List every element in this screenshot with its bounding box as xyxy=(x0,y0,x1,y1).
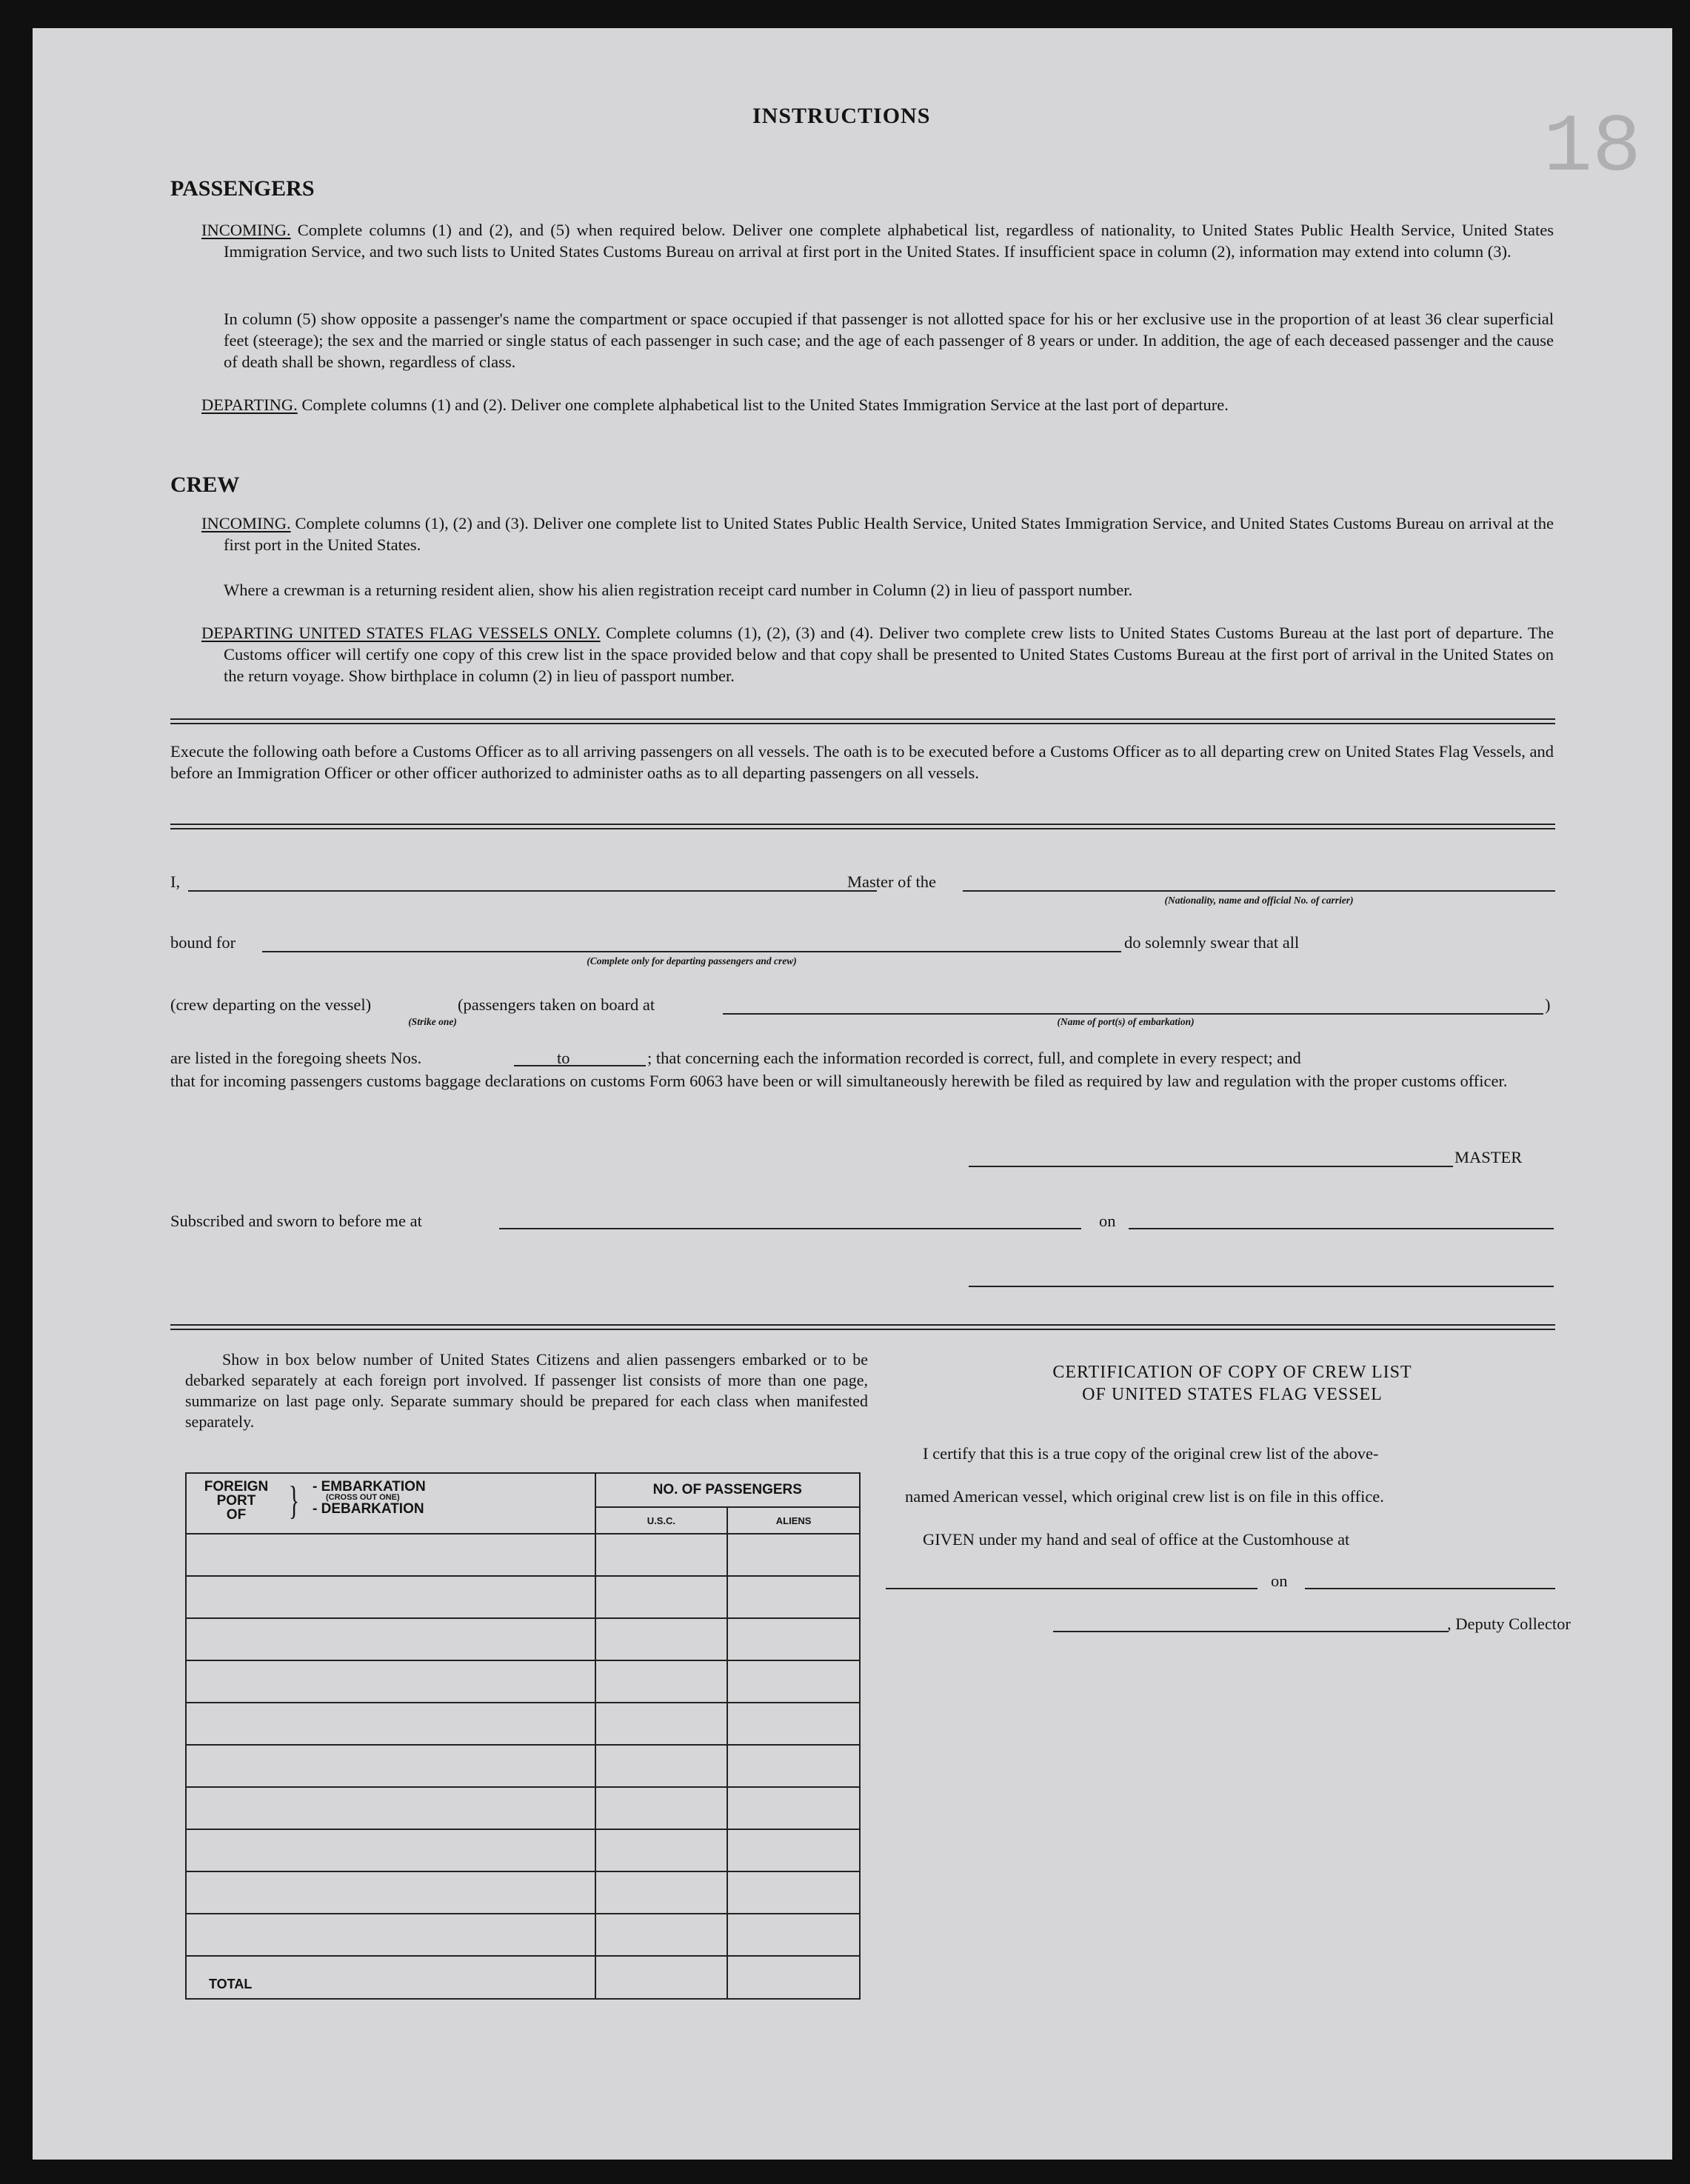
passengers-incoming-text: Complete columns (1) and (2), and (5) when required below. Deliver one complete alphabetical list, regardless of nationality, to United States Public Health Service, United States Immigration Service, and two such lists to United States Customs Bureau on arrival at first port in the United States. If insufficient space in column (2), information may extend into column (3). xyxy=(224,221,1554,261)
sheet-from-field[interactable] xyxy=(514,1065,585,1066)
aliens-cell[interactable] xyxy=(727,1660,860,1703)
aliens-cell[interactable] xyxy=(727,1829,860,1871)
aliens-cell[interactable] xyxy=(727,1914,860,1956)
usc-cell[interactable] xyxy=(595,1914,728,1956)
foreign-label: FOREIGN xyxy=(204,1479,269,1495)
page-title: INSTRUCTIONS xyxy=(752,104,931,128)
table-row xyxy=(186,1618,860,1660)
table-row xyxy=(186,1787,860,1829)
certify-line1: I certify that this is a true copy of the original crew list of the above- xyxy=(923,1444,1379,1463)
passengers-column5-paragraph: In column (5) show opposite a passenger's name the compartment or space occupied if that passenger is not allotted space for his or her exclusive use in the proportion of at least 36 clear superficial feet (steerage); the sex and the married or single status of each passenger in such case; and the age of each passenger of 8 years or under. In addition, the age of each deceased passenger and the cause of death shall be shown, regardless of class. xyxy=(224,310,1554,371)
lower-divider xyxy=(170,1324,1555,1330)
port-cell[interactable] xyxy=(186,1745,595,1787)
aliens-cell[interactable] xyxy=(727,1534,860,1576)
master-name-field[interactable] xyxy=(188,890,877,892)
of-label: OF xyxy=(226,1507,247,1523)
table-row xyxy=(186,1576,860,1618)
table-row xyxy=(186,1745,860,1787)
aliens-cell[interactable] xyxy=(727,1871,860,1914)
foreign-port-of-label xyxy=(187,1480,286,1522)
bound-for-label: bound for xyxy=(170,933,236,952)
aliens-cell[interactable] xyxy=(727,1618,860,1660)
port-cell[interactable] xyxy=(186,1914,595,1956)
master-signature-label: MASTER xyxy=(1454,1148,1523,1166)
strike-one-hint: (Strike one) xyxy=(408,1016,457,1027)
crew-heading: CREW xyxy=(170,472,240,497)
passengers-incoming-lead: INCOMING. xyxy=(201,221,291,239)
carrier-field[interactable] xyxy=(963,890,1555,892)
aliens-cell[interactable] xyxy=(727,1787,860,1829)
total-row xyxy=(186,1956,860,1999)
crew-incoming-text: Complete columns (1), (2) and (3). Deliver one complete list to United States Public Health Service, United States Immigration Service, and United States Customs Bureau on arrival at the first port in the United States. xyxy=(224,514,1554,554)
table-row xyxy=(186,1534,860,1576)
subscribed-label: Subscribed and sworn to before me at xyxy=(170,1212,422,1230)
usc-cell[interactable] xyxy=(595,1660,728,1703)
aliens-cell[interactable] xyxy=(727,1745,860,1787)
bound-for-hint: (Complete only for departing passengers and crew) xyxy=(587,955,797,966)
aliens-cell[interactable] xyxy=(727,1703,860,1745)
bound-for-field[interactable] xyxy=(262,951,1121,952)
aliens-total-cell[interactable] xyxy=(727,1956,860,1999)
aliens-cell[interactable] xyxy=(727,1576,860,1618)
certification-heading-line1: CERTIFICATION OF COPY OF CREW LIST xyxy=(1052,1363,1412,1382)
certify-line2: named American vessel, which original crew list is on file in this office. xyxy=(905,1487,1384,1506)
swear-label: do solemnly swear that all xyxy=(1124,933,1300,952)
port-cell[interactable] xyxy=(186,1703,595,1745)
crew-resident-paragraph: Where a crewman is a returning resident alien, show his alien registration receipt card number in Column (2) in lieu of passport number. xyxy=(224,581,1133,599)
port-cell[interactable] xyxy=(186,1534,595,1576)
crew-incoming-lead: INCOMING. xyxy=(201,514,291,532)
port-cell[interactable] xyxy=(186,1871,595,1914)
certify-line3: GIVEN under my hand and seal of office at the Customhouse at xyxy=(923,1530,1350,1549)
baggage-declaration-text: that for incoming passengers customs baggage declarations on customs Form 6063 have been or will simultaneously herewith be filed as required by law and regulation with the proper customs officer. xyxy=(170,1072,1508,1090)
oath-intro-paragraph: Execute the following oath before a Customs Officer as to all arriving passengers on all vessels. The oath is to be executed before a Customs Officer as to all departing crew on United States Flag Vessels, and before an Immigration Officer or other officer authorized to administer oaths as to all departing passengers on all vessels. xyxy=(170,742,1554,782)
sworn-date-field[interactable] xyxy=(1129,1228,1554,1229)
passenger-summary-table xyxy=(185,1472,861,2000)
table-row xyxy=(186,1660,860,1703)
port-header-cell xyxy=(186,1473,595,1534)
embarkation-hint: (Name of port(s) of embarkation) xyxy=(1057,1016,1195,1027)
passengers-heading: PASSENGERS xyxy=(170,176,315,201)
cert-on-label: on xyxy=(1271,1572,1288,1590)
usc-cell[interactable] xyxy=(595,1703,728,1745)
official-signature-field[interactable] xyxy=(969,1286,1554,1287)
section-divider xyxy=(170,718,1555,724)
passengers-departing-text: Complete columns (1) and (2). Deliver one complete alphabetical list to the United States Immigration Service at the last port of departure. xyxy=(297,395,1229,414)
crew-departing-text: Complete columns (1), (2), (3) and (4). Deliver two complete crew lists to United States Customs Bureau at the last port of departure. The Customs officer will certify one copy of this crew list in the space provided below and that copy shall be presented to United States Customs Bureau at the first port of arrival in the United States on the return voyage. Show birthplace in column (2) in lieu of passport number. xyxy=(224,624,1554,685)
debarkation-label: - DEBARKATION xyxy=(313,1501,424,1517)
sheets-post-text: ; that concerning each the information recorded is correct, full, and complete in every respect; and xyxy=(647,1049,1301,1067)
passengers-incoming-paragraph xyxy=(201,219,1554,262)
port-cell[interactable] xyxy=(186,1829,595,1871)
usc-cell[interactable] xyxy=(595,1576,728,1618)
sheets-to-label: to xyxy=(557,1049,570,1067)
aliens-header: ALIENS xyxy=(727,1507,860,1534)
crew-departing-paragraph xyxy=(201,622,1554,687)
bleed-through-mark: 18 xyxy=(1543,102,1642,195)
carrier-hint: (Nationality, name and official No. of carrier) xyxy=(1164,895,1354,906)
customhouse-field[interactable] xyxy=(886,1588,1258,1589)
usc-total-cell[interactable] xyxy=(595,1956,728,1999)
total-label: TOTAL xyxy=(186,1956,595,1999)
cert-date-field[interactable] xyxy=(1305,1588,1555,1589)
crew-incoming-paragraph xyxy=(201,512,1554,555)
table-row xyxy=(186,1829,860,1871)
oath-i-label: I, xyxy=(170,872,181,891)
no-of-passengers-header: NO. OF PASSENGERS xyxy=(595,1473,860,1507)
table-row xyxy=(186,1703,860,1745)
port-cell[interactable] xyxy=(186,1787,595,1829)
cross-out-label: (CROSS OUT ONE) xyxy=(326,1493,400,1502)
brace-symbol: } xyxy=(288,1478,300,1523)
oath-divider xyxy=(170,824,1555,829)
crew-departing-option: (crew departing on the vessel) xyxy=(170,995,372,1014)
deputy-collector-field[interactable] xyxy=(1053,1631,1449,1632)
usc-cell[interactable] xyxy=(595,1534,728,1576)
usc-header: U.S.C. xyxy=(595,1507,728,1534)
passengers-on-board-option: (passengers taken on board at xyxy=(458,995,655,1014)
sworn-place-field[interactable] xyxy=(499,1228,1081,1229)
port-cell[interactable] xyxy=(186,1618,595,1660)
sheets-label: are listed in the foregoing sheets Nos. xyxy=(170,1049,422,1067)
port-cell[interactable] xyxy=(186,1660,595,1703)
usc-cell[interactable] xyxy=(595,1745,728,1787)
table-row xyxy=(186,1871,860,1914)
port-label: PORT xyxy=(216,1493,256,1509)
form-page xyxy=(33,28,1672,2160)
close-paren: ) xyxy=(1545,995,1551,1014)
passengers-departing-paragraph xyxy=(201,394,1554,415)
passengers-departing-lead: DEPARTING. xyxy=(201,395,298,414)
usc-cell[interactable] xyxy=(595,1787,728,1829)
summary-instructions: Show in box below number of United States Citizens and alien passengers embarked or to be debarked separately at each foreign port involved. If passenger list consists of more than one page, summarize on last page only. Separate summary should be prepared for each class when manifested separately. xyxy=(185,1350,868,1431)
sheet-to-field[interactable] xyxy=(579,1065,646,1066)
master-of-the-label: Master of the xyxy=(847,872,936,891)
usc-cell[interactable] xyxy=(595,1829,728,1871)
table-row xyxy=(186,1914,860,1956)
deputy-collector-label: , Deputy Collector xyxy=(1447,1614,1571,1633)
certification-heading-line2: OF UNITED STATES FLAG VESSEL xyxy=(1082,1385,1383,1404)
sworn-on-label: on xyxy=(1099,1212,1116,1230)
port-cell[interactable] xyxy=(186,1576,595,1618)
master-signature-field[interactable] xyxy=(969,1166,1453,1167)
certification-heading xyxy=(906,1361,1558,1406)
embarkation-label: - EMBARKATION xyxy=(313,1479,426,1495)
usc-cell[interactable] xyxy=(595,1871,728,1914)
embark-debark-labels xyxy=(313,1480,426,1516)
crew-departing-lead: DEPARTING UNITED STATES FLAG VESSELS ONLY. xyxy=(201,624,601,642)
usc-cell[interactable] xyxy=(595,1618,728,1660)
embarkation-port-field[interactable] xyxy=(723,1013,1543,1015)
